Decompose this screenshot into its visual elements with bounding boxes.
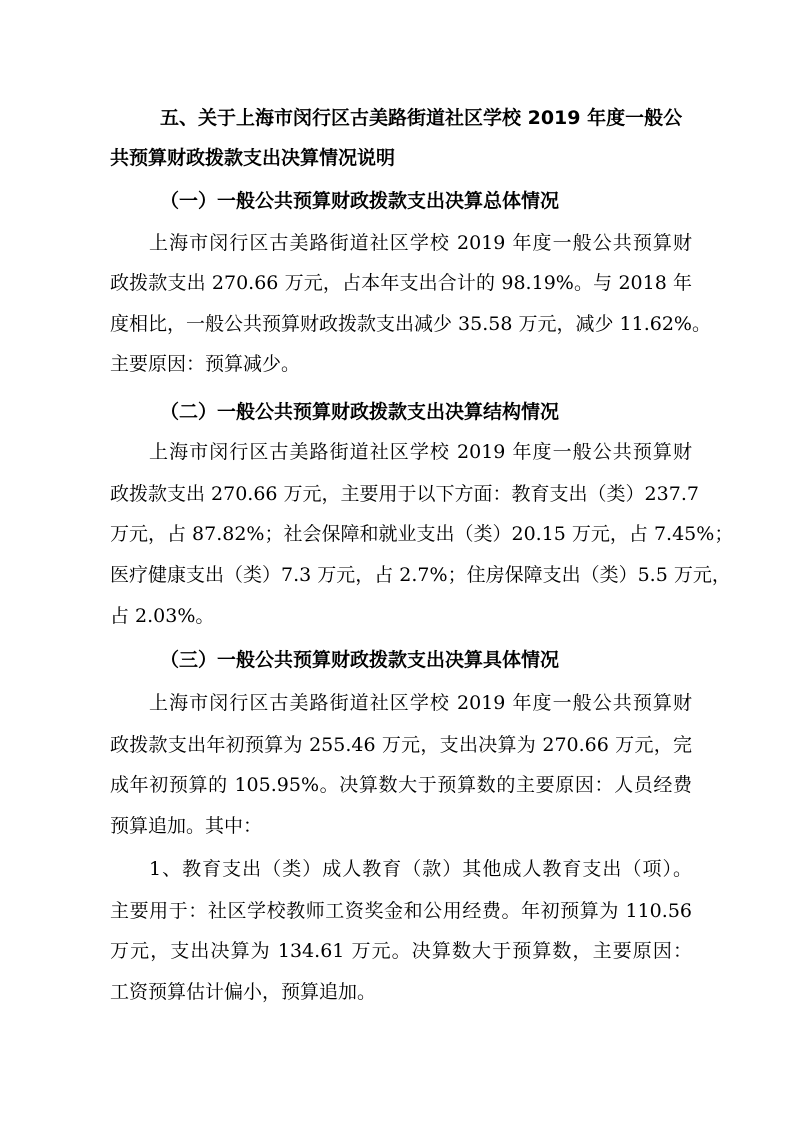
part-3-heading: （三）一般公共预算财政拨款支出决算具体情况 [160, 649, 560, 671]
part-3-line-4: 预算追加。其中： [110, 815, 263, 837]
part-1-line-4: 主要原因：预算减少。 [110, 353, 301, 375]
section-title-line-1: 五、关于上海市闵行区古美路街道社区学校 2019 年度一般公 [160, 107, 683, 129]
part-1-line-3: 度相比，一般公共预算财政拨款支出减少 35.58 万元，减少 11.62%。 [110, 313, 711, 335]
part-2-line-3: 万元，占 87.82%；社会保障和就业支出（类）20.15 万元，占 7.45%； [110, 523, 734, 545]
part-2-line-5: 占 2.03%。 [110, 605, 215, 627]
part-3-line-3: 成年初预算的 105.95%。决算数大于预算数的主要原因：人员经费 [110, 774, 692, 796]
part-3-line-1: 上海市闵行区古美路街道社区学校 2019 年度一般公共预算财 [149, 692, 692, 714]
part-2-heading: （二）一般公共预算财政拨款支出决算结构情况 [160, 401, 560, 423]
item-1-line-3: 万元，支出决算为 134.61 万元。决算数大于预算数，主要原因： [110, 940, 692, 962]
part-3-line-2: 政拨款支出年初预算为 255.46 万元，支出决算为 270.66 万元，完 [110, 734, 692, 756]
section-title-line-2: 共预算财政拨款支出决算情况说明 [110, 147, 396, 169]
item-1-line-1: 1、教育支出（类）成人教育（款）其他成人教育支出（项）。 [149, 858, 692, 880]
part-1-line-2: 政拨款支出 270.66 万元，占本年支出合计的 98.19%。与 2018 年 [110, 272, 692, 294]
item-1-line-2: 主要用于：社区学校教师工资奖金和公用经费。年初预算为 110.56 [110, 900, 692, 922]
item-1-line-4: 工资预算估计偏小，预算追加。 [110, 981, 377, 1003]
part-2-line-1: 上海市闵行区古美路街道社区学校 2019 年度一般公共预算财 [149, 441, 692, 463]
part-2-line-2: 政拨款支出 270.66 万元，主要用于以下方面：教育支出（类）237.7 [110, 483, 699, 505]
part-2-line-4: 医疗健康支出（类）7.3 万元，占 2.7%；住房保障支出（类）5.5 万元， [110, 564, 731, 586]
part-1-heading: （一）一般公共预算财政拨款支出决算总体情况 [160, 190, 560, 212]
part-1-line-1: 上海市闵行区古美路街道社区学校 2019 年度一般公共预算财 [149, 232, 692, 254]
